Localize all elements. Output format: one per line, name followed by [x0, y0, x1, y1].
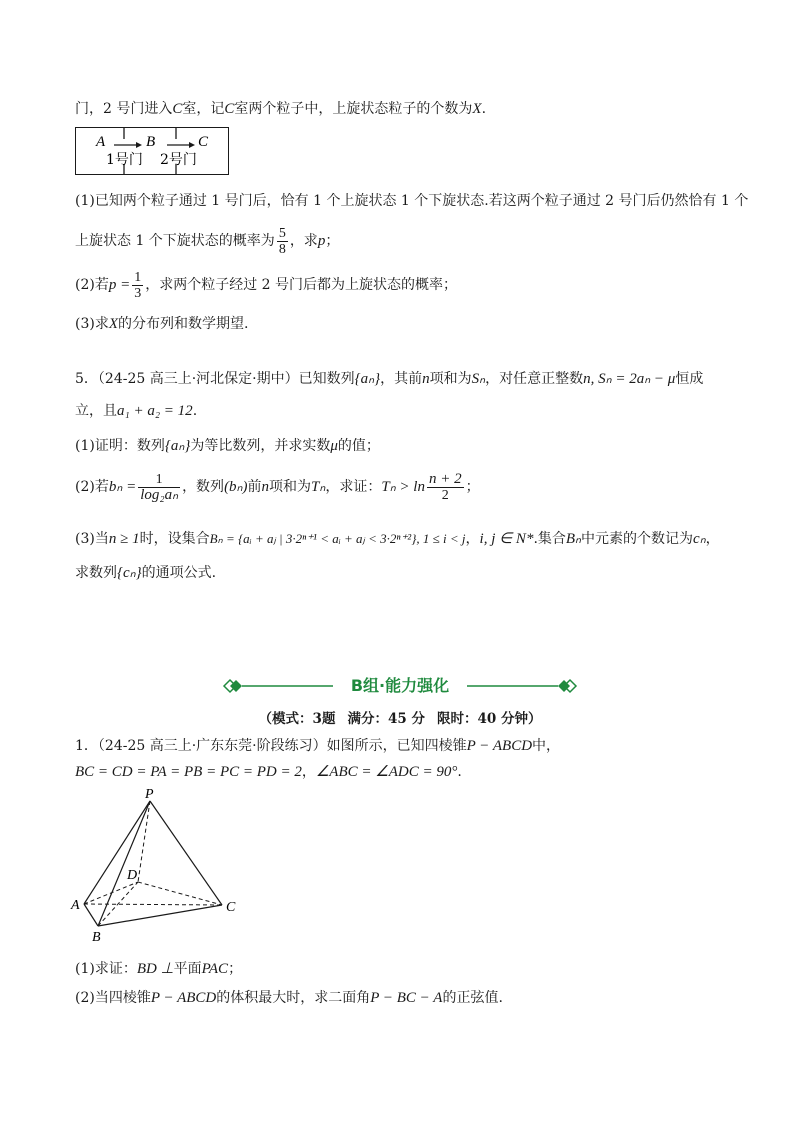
edge-DC: [138, 882, 222, 905]
gate2-label: 2号门: [160, 152, 197, 168]
vertex-B-label: B: [92, 930, 101, 945]
p4-q3: (3)求X的分布列和数学期望.: [75, 316, 249, 332]
p5-line1: 5．（24-25 高三上·河北保定·期中）已知数列{aₙ}，其前n项和为Sₙ，对任意正整数n, Sₙ = 2aₙ − μ恒成: [75, 371, 704, 387]
edge-PC: [150, 801, 222, 905]
p4-q1-line2: 上旋状态 1 个下旋状态的概率为 $\frac{5}{8}$ ，求p；: [75, 225, 340, 257]
room-b-label: B: [146, 134, 156, 150]
pb1-line2: BC = CD = PA = PB = PC = PD = 2，∠ABC = ∠ADC = 90°.: [75, 764, 462, 780]
section-b-title: B组·能力强化: [350, 676, 450, 695]
vertex-P-label: P: [145, 787, 154, 802]
p5-line2: 立，且a₁ + a₂ = 12.: [75, 403, 198, 419]
section-b-info: （模式：3题 满分：45 分 限时：40 分钟）: [258, 711, 542, 727]
diagonal-BD: [98, 882, 138, 926]
vertex-A-label: A: [71, 898, 80, 913]
edge-BC: [98, 905, 222, 926]
edge-PD: [138, 801, 150, 882]
pb1-line1: 1．（24-25 高三上·广东东莞·阶段练习）如图所示，已知四棱锥P − ABCD中，: [75, 738, 561, 754]
edge-AB: [84, 904, 98, 926]
arrow-1-head: [136, 142, 142, 148]
diagonal-AC: [84, 904, 222, 905]
pyramid-figure: [70, 785, 250, 945]
edge-PB: [98, 801, 150, 926]
p5-q3-line1: (3)当n ≥ 1时，设集合Bₙ = {aᵢ + aⱼ | 3·2ⁿ⁺¹ < aᵢ + aⱼ < 3·2ⁿ⁺²}, 1 ≤ i < j，i, j ∈ N*.集合Bₙ中元素的个数记为cₙ，: [75, 531, 720, 547]
p5-q2: (2)若bₙ = $\frac{1}{\text{log₂aₙ}}$ ，数列(bₙ)前n项和为Tₙ，求证：Tₙ > ln $\frac{n + 2}{2}$ ；: [75, 470, 480, 503]
p4-q1-line1: (1)已知两个粒子通过 1 号门后，恰有 1 个上旋状态 1 个下旋状态.若这两个粒子通过 2 号门后仍然恰有 1 个: [75, 193, 749, 209]
gate-diagram: [75, 127, 229, 175]
p4-intro: 门，2 号门进入C室，记C室两个粒子中，上旋状态粒子的个数为X.: [75, 101, 487, 117]
edge-PA: [84, 801, 150, 904]
fraction-ln: $\frac{n + 2}{2}$: [428, 470, 462, 503]
vertex-C-label: C: [226, 900, 236, 915]
p5-q1: (1)证明：数列{aₙ}为等比数列，并求实数μ的值；: [75, 438, 380, 454]
edge-AD: [84, 882, 138, 904]
p4-q2: (2)若p = $\frac{1}{3}$ ，求两个粒子经过 2 号门后都为上旋状态的概率；: [75, 269, 458, 301]
vertex-D-label: D: [127, 868, 138, 883]
fraction-5-8: $\frac{5}{8}$: [278, 225, 286, 257]
section-b-header: [0, 675, 800, 697]
fraction-bn: $\frac{1}{\text{log₂aₙ}}$: [140, 471, 179, 503]
fraction-1-3: $\frac{1}{3}$: [134, 269, 142, 301]
gate-diagram-svg: [76, 128, 228, 174]
p5-q3-line2: 求数列{cₙ}的通项公式.: [75, 565, 217, 581]
room-c-label: C: [198, 134, 209, 150]
room-a-label: A: [96, 134, 106, 150]
arrow-2-head: [189, 142, 195, 148]
pb1-q1: (1)求证：BD ⊥平面PAC；: [75, 961, 243, 977]
gate1-label: 1号门: [106, 152, 143, 168]
pb1-q2: (2)当四棱锥P − ABCD的体积最大时，求二面角P − BC − A的正弦值.: [75, 990, 503, 1006]
